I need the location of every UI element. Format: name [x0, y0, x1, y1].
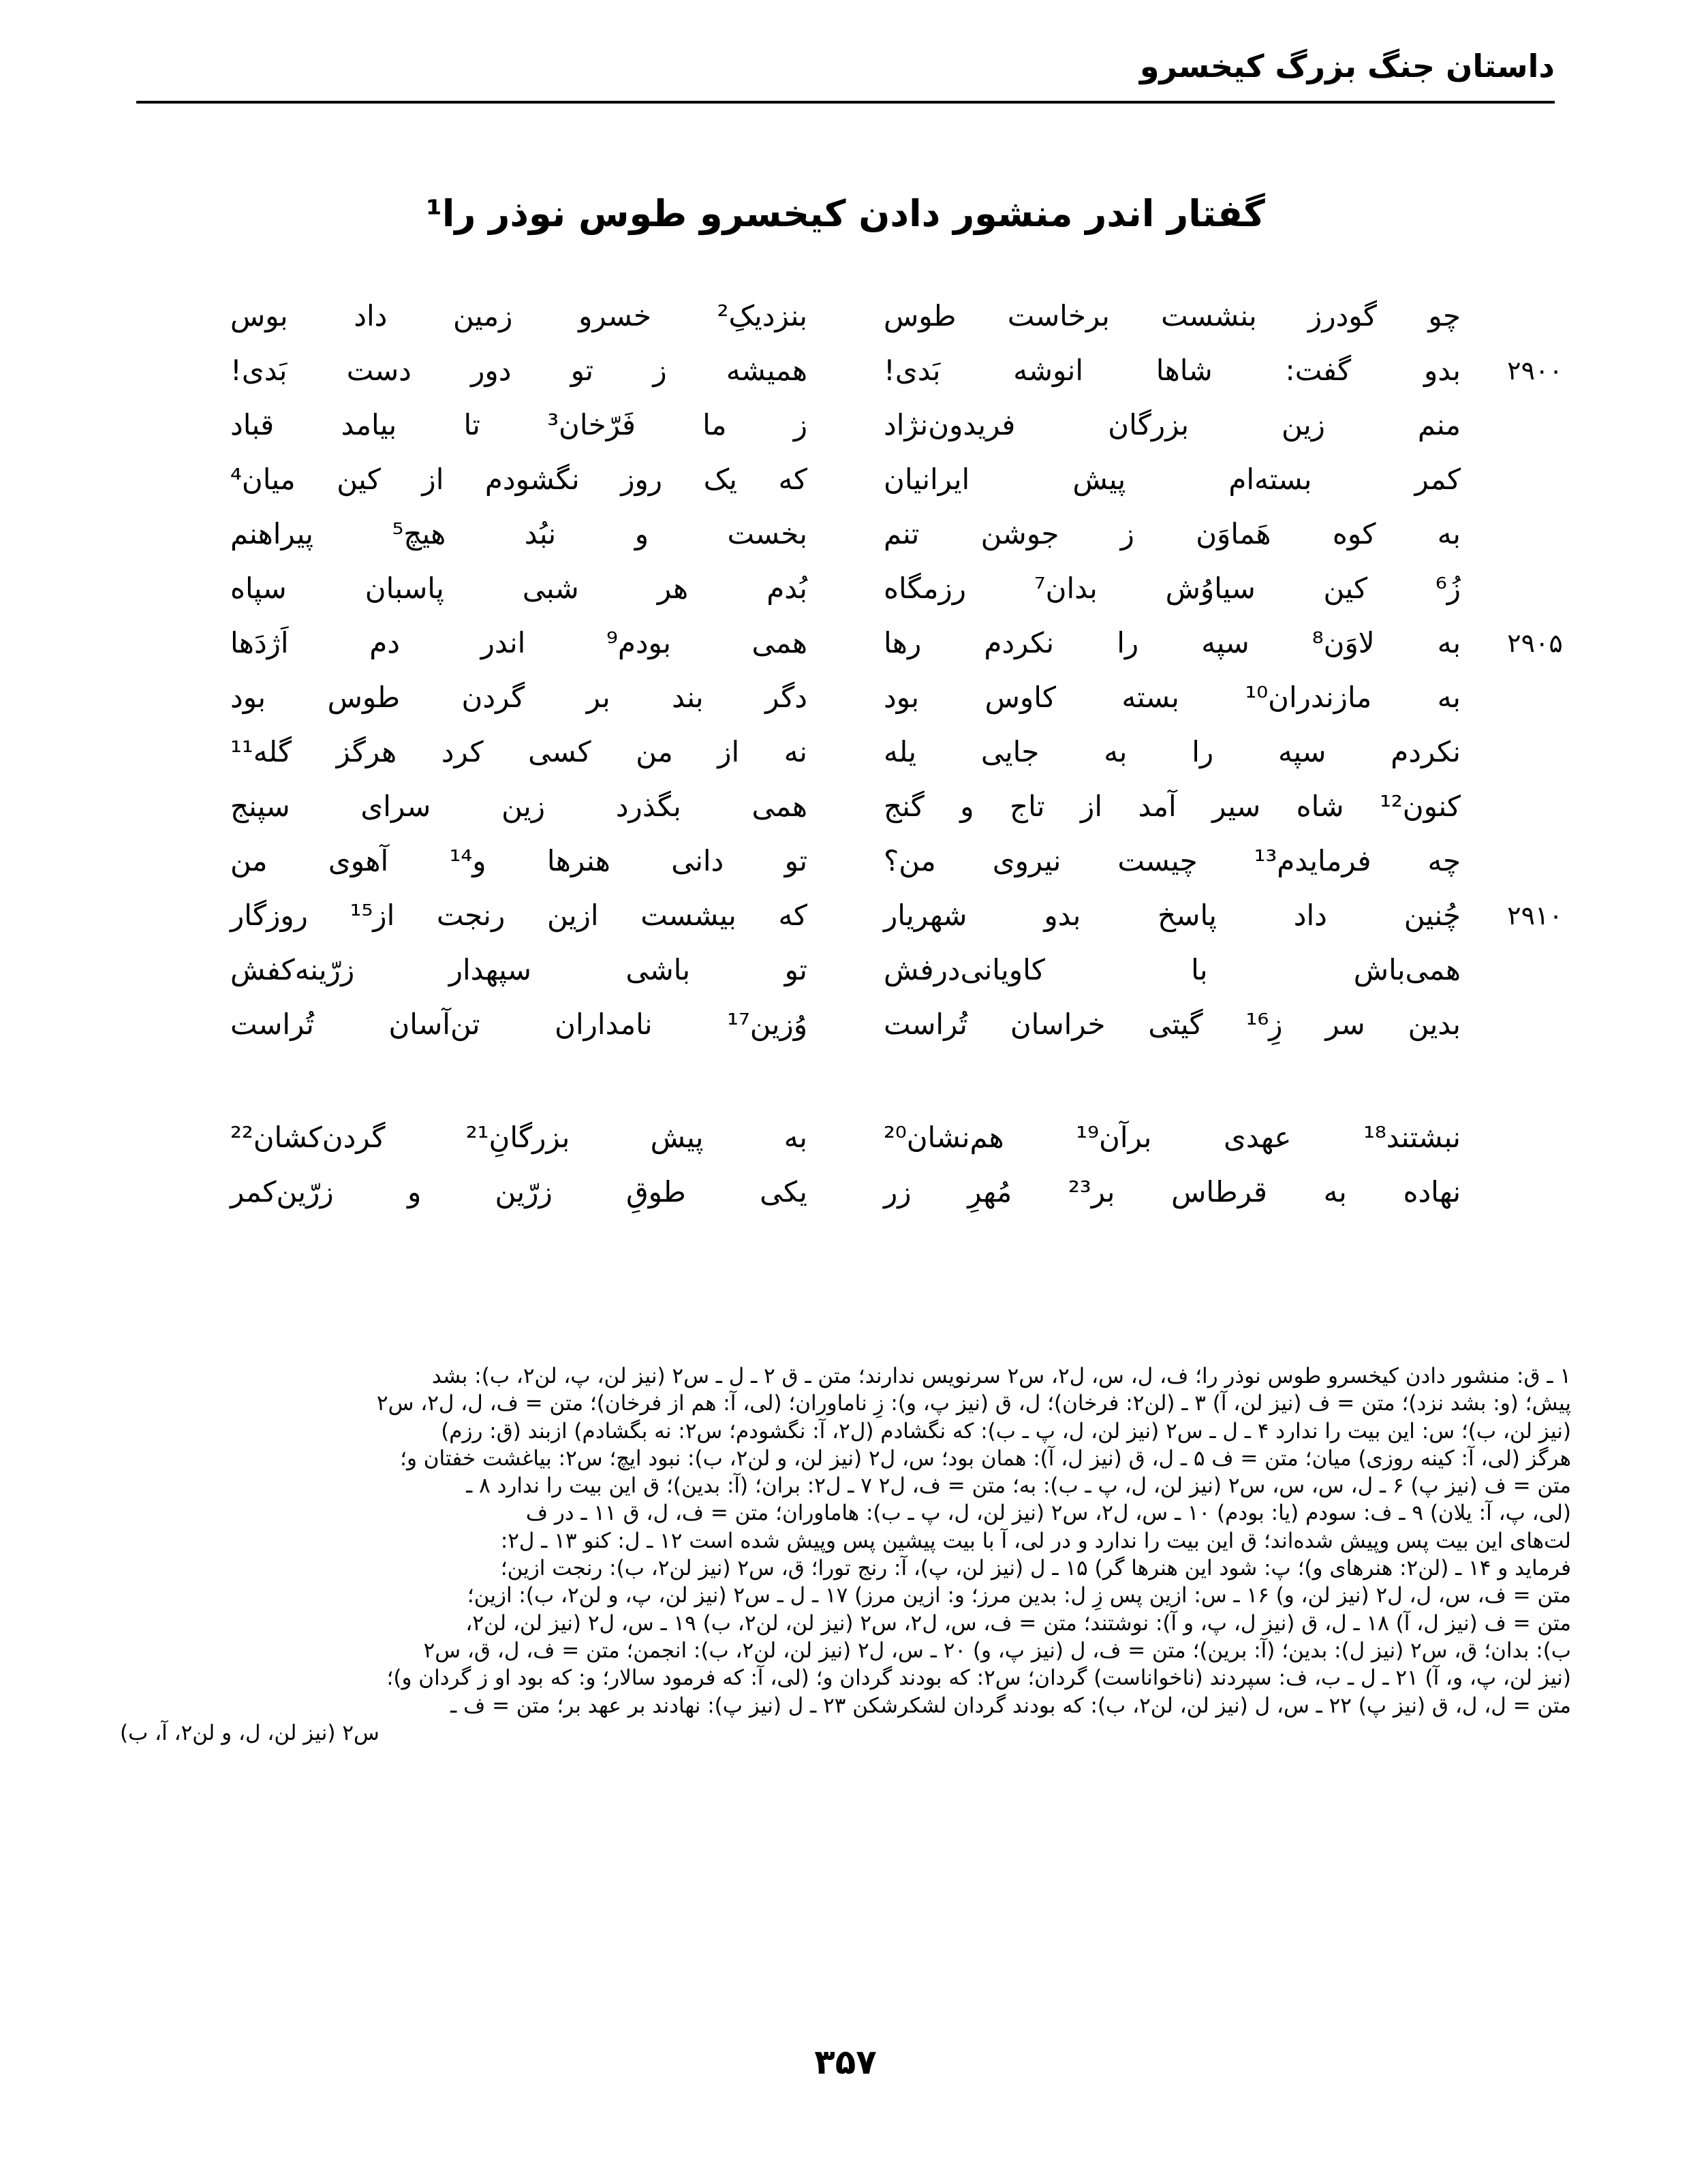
hemistich-text: نکردم سپه را به جایی یله [884, 735, 1461, 768]
hemistich-text: که بیشست ازین رنجت از¹⁵ روزگار [230, 899, 807, 932]
hemistich-second [230, 452, 845, 507]
hemistich-text: که یک روز نگشودم از کین میان⁴ [230, 463, 807, 496]
apparatus-line-text: متن = ف (نیز پ) ۶ ـ ل، س، س، س۲ (نیز لن، ل، پ ـ ب): به؛ متن = ف، ل۲ ۷ ـ ل۲: بران؛ (آ: بدین)؛ ق این بیت را ندارد ۸ ـ [466, 1473, 1571, 1499]
hemistich-first [845, 561, 1461, 616]
apparatus-line [120, 1719, 1571, 1747]
apparatus-line [120, 1610, 1571, 1637]
hemistich-text: بُدم هر شبی پاسبان سپاه [230, 572, 807, 605]
apparatus-line [120, 1527, 1571, 1555]
apparatus-line-text: متن = ف (نیز ل، آ) ۱۸ ـ ل، ق (نیز ل، پ، و آ): نوشتند؛ متن = ف، س، ل۲، س۲ (نیز لن، لن۲، ب) ۱۹ ـ س، ل۲ (نیز لن، لن۲، [465, 1610, 1571, 1636]
verse-couplet [230, 725, 1461, 779]
apparatus-line-text: (نیز لن، ب)؛ س: این بیت را ندارد ۴ ـ ل ـ س۲ (نیز لن، ل، پ ـ ب): که نگشادم (ل۲، آ: نگشودم؛ س۲: نه بگشادم) ازبند (ق: رزم) [441, 1418, 1571, 1444]
verse-couplet [230, 398, 1461, 452]
apparatus-line-text: (نیز لن، پ، و، آ) ۲۱ ـ ل ـ ب، ف: سپردند (ناخواناست) گردان؛ س۲: که بودند گردان و؛ (لی، آ: که فرمود سالار؛ و: که بود او ز گردان و)؛ [386, 1666, 1571, 1691]
apparatus-line [120, 1499, 1571, 1527]
hemistich-first [845, 997, 1461, 1052]
hemistich-second [230, 943, 845, 997]
verse-couplet [230, 888, 1563, 943]
apparatus-line [120, 1472, 1571, 1499]
hemistich-first [845, 452, 1461, 507]
hemistich-text: چو گودرز بنشست برخاست طوس [884, 299, 1461, 332]
verse-couplet [230, 507, 1461, 561]
hemistich-text: چُنین داد پاسخ بدو شهریار [884, 899, 1461, 932]
hemistich-second [230, 997, 845, 1052]
hemistich-text: دگر بند بر گردن طوس بود [230, 681, 807, 714]
hemistich-second [230, 561, 845, 616]
hemistich-second [230, 507, 845, 561]
apparatus-line-text: ب): بدان؛ ق، س۲ (نیز ل): بدین؛ (آ: برین)؛ متن = ف، ل (نیز پ، و) ۲۰ ـ س، ل۲ (نیز لن، لن۲، ب): انجمن؛ متن = ف، ل، ق، س۲ [423, 1638, 1571, 1663]
apparatus-line-text: س۲ (نیز لن، ل، و لن۲، آ، ب) [120, 1720, 379, 1745]
verse-couplet [230, 452, 1461, 507]
verse-couplet [230, 289, 1461, 343]
hemistich-text: به کوه هَماوَن ز جوشن تنم [884, 517, 1461, 550]
hemistich-first [845, 616, 1461, 670]
apparatus-line-text: (لی، پ، آ: یلان) ۹ ـ ف: سودم (یا: بودم) ۱۰ ـ س، ل۲، س۲ (نیز لن، ل، پ ـ ب): هاماوران؛ متن = ف، ل، ق ۱۱ ـ در ف [525, 1501, 1571, 1526]
hemistich-text: تو باشی سپهدار زرّینه‌کفش [230, 953, 807, 986]
apparatus-line-text: لت‌های این بیت پس وپیش شده‌اند؛ ق این بیت را ندارد و در لی، آ با بیت پیشین پس وپیش شده است ۱۲ ـ ل: کنو ۱۳ ـ ل۲: [500, 1528, 1571, 1553]
apparatus-line-text: پیش؛ (و: بشد نزد)؛ متن = ف (نیز لن، آ) ۳ ـ (لن۲: فرخان)؛ ل، ق (نیز پ، و): زِ ناماوران؛ (لی، آ: هم از فرخان)؛ متن = ف، ل، ل۲، س۲ [376, 1391, 1571, 1416]
hemistich-second [230, 779, 845, 834]
hemistich-text: نه از من کسی کرد هرگز گله¹¹ [230, 735, 807, 768]
apparatus-line-text: متن = ف، س، ل، ل۲ (نیز لن، و) ۱۶ ـ س: ازین پس زِ ل: بدین مرز؛ و: ازین مرز) ۱۷ ـ ل ـ س۲ (نیز لن، پ، و لن۲، ب): ازین؛ [467, 1583, 1571, 1608]
apparatus-line [120, 1418, 1571, 1445]
hemistich-first [845, 1165, 1461, 1219]
apparatus-line [120, 1445, 1571, 1472]
hemistich-text: ز ما فَرّخان³ تا بیامد قباد [230, 408, 807, 441]
apparatus-line-text: فرماید و ۱۴ ـ (لن۲: هنرهای و)؛ پ: شود این هنرها گر) ۱۵ ـ ل (نیز لن، پ)، آ: رنج تورا؛ ق، س۲ (نیز لن۲، ب): رنجت ازین؛ [500, 1556, 1571, 1581]
hemistich-text: همی‌باش با کاویانی‌درفش [884, 953, 1461, 986]
hemistich-first [845, 343, 1461, 398]
running-header [136, 42, 1555, 90]
verse-couplet [230, 779, 1461, 834]
hemistich-first [845, 725, 1461, 779]
hemistich-text: نهاده به قرطاس بر²³ مُهرِ زر [884, 1175, 1461, 1208]
apparatus-line [120, 1362, 1571, 1390]
verse-couplet [230, 616, 1563, 670]
hemistich-first [845, 289, 1461, 343]
header-divider-rule [136, 101, 1555, 104]
hemistich-first [845, 398, 1461, 452]
apparatus-line [120, 1390, 1571, 1417]
apparatus-line-text: هرگز (لی، آ: کینه روزی) میان؛ متن = ف ۵ ـ ل، ق (نیز ل، آ): همان بود؛ س، ل۲ (نیز لن، و لن۲، ب): نبود ایچ؛ س۲: بیاغشت خفتان و؛ [400, 1446, 1571, 1471]
hemistich-text: زُ⁶ کین سیاوُش بدان⁷ رزمگاه [884, 572, 1461, 605]
hemistich-second [230, 1110, 845, 1165]
hemistich-text: کمر بسته‌ام پیش ایرانیان [884, 463, 1461, 496]
verse-couplet [230, 997, 1461, 1052]
hemistich-second [230, 616, 845, 670]
hemistich-first [845, 507, 1461, 561]
hemistich-first [845, 779, 1461, 834]
hemistich-second [230, 670, 845, 725]
verse-number: ۲۹۰۵ [1507, 628, 1563, 658]
hemistich-text: به لاوَن⁸ سپه را نکردم رها [884, 626, 1461, 659]
hemistich-text: تو دانی هنرها و¹⁴ آهوی من [230, 844, 808, 877]
hemistich-second [230, 398, 845, 452]
critical-apparatus [120, 1362, 1571, 1747]
hemistich-text: به پیش بزرگانِ²¹ گردن‌کشان²² [230, 1121, 807, 1154]
hemistich-first [845, 834, 1461, 888]
verse-couplet [230, 670, 1461, 725]
hemistich-text: به مازندران¹⁰ بسته کاوس بود [884, 681, 1461, 714]
hemistich-text: کنون¹² شاه سیر آمد از تاج و گنج [884, 790, 1461, 823]
hemistich-second [230, 1165, 845, 1219]
section-title: گفتار اندر منشور دادن کیخسرو طوس نوذر را¹ [426, 192, 1265, 235]
verse-couplet [230, 943, 1461, 997]
apparatus-line [120, 1582, 1571, 1609]
hemistich-text: بدو گفت: شاها انوشه بَدی! [884, 354, 1461, 387]
verse-couplet [230, 834, 1461, 888]
verse-number: ۲۹۰۰ [1507, 356, 1563, 386]
hemistich-text: همیشه ز تو دور دست بَدی! [230, 354, 807, 387]
hemistich-text: چه فرمایدم¹³ چیست نیروی من؟ [884, 844, 1461, 877]
hemistich-first [845, 888, 1461, 943]
hemistich-second [230, 888, 845, 943]
hemistich-text: نبشتند¹⁸ عهدی برآن¹⁹ هم‌نشان²⁰ [884, 1121, 1461, 1154]
apparatus-line [120, 1692, 1571, 1719]
page-number: ۳۵۷ [814, 2042, 877, 2082]
hemistich-second [230, 725, 845, 779]
hemistich-second [230, 343, 845, 398]
hemistich-text: بخست و نبُد هیچ⁵ پیراهنم [230, 517, 807, 550]
apparatus-line [120, 1637, 1571, 1664]
hemistich-second [230, 289, 845, 343]
hemistich-text: همی بگذرد زین سرای سپنج [230, 790, 807, 823]
verse-couplet [230, 1165, 1461, 1219]
verse-number: ۲۹۱۰ [1507, 901, 1563, 931]
apparatus-line [120, 1664, 1571, 1691]
hemistich-text: همی بودم⁹ اندر دم اَژدَها [230, 626, 807, 659]
hemistich-first [845, 943, 1461, 997]
verse-block [230, 289, 1563, 1219]
hemistich-first [845, 670, 1461, 725]
hemistich-text: وُزین¹⁷ نامداران تن‌آسان تُراست [230, 1008, 807, 1041]
verse-couplet [230, 343, 1563, 398]
apparatus-line [120, 1555, 1571, 1582]
hemistich-text: یکی طوقِ زرّین و زرّین‌کمر [230, 1175, 807, 1208]
hemistich-first [845, 1110, 1461, 1165]
verse-couplet [230, 1110, 1461, 1165]
apparatus-line-text: ۱ ـ ق: منشور دادن کیخسرو طوس نوذر را؛ ف، ل، س، ل۲، س۲ سرنویس ندارند؛ متن ـ ق ۲ ـ ل ـ س۲ (نیز لن، پ، لن۲، ب): بشد [431, 1364, 1571, 1388]
hemistich-text: بنزدیکِ² خسرو زمین داد بوس [230, 299, 807, 332]
hemistich-text: بدین سر زِ¹⁶ گیتی خراسان تُراست [884, 1008, 1461, 1041]
hemistich-second [230, 834, 845, 888]
hemistich-text: منم زین بزرگان فریدون‌نژاد [884, 408, 1461, 441]
verse-couplet [230, 561, 1461, 616]
running-header-title: داستان جنگ بزرگ کیخسرو [1139, 48, 1555, 84]
apparatus-line-text: متن = ل، ل، ق (نیز پ) ۲۲ ـ س، ل (نیز لن، لن۲، ب): که بودند گردان لشکرشکن ۲۳ ـ ل (نیز پ): نهادند بر عهد بر؛ متن = ف ـ [450, 1693, 1571, 1718]
